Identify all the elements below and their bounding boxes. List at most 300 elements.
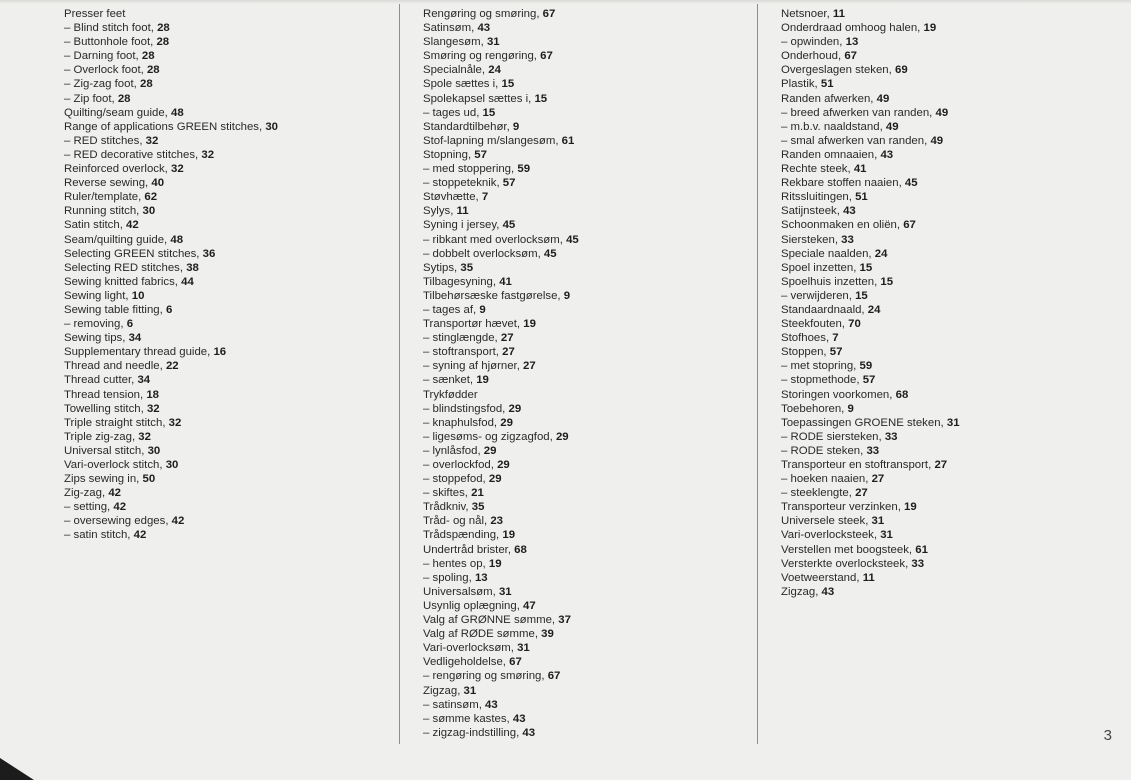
index-term: – Zig-zag foot, (64, 78, 140, 91)
index-entry (781, 275, 960, 289)
index-page-number: 31 (946, 416, 960, 429)
index-term: Triple zig-zag, (64, 430, 139, 443)
index-term: – sænket, (423, 374, 477, 387)
index-page-number: 28 (157, 22, 170, 35)
index-entry (423, 543, 579, 557)
index-page-number: 67 (844, 50, 857, 63)
index-term: Speciale naalden, (781, 247, 875, 260)
index-page-number: 45 (566, 233, 579, 246)
index-term: – breed afwerken van randen, (781, 106, 936, 119)
index-term: – stinglængde, (423, 332, 501, 345)
index-entry (423, 77, 579, 91)
index-entry (781, 247, 960, 261)
index-page-number: 39 (541, 628, 554, 641)
index-page-number: 31 (517, 642, 530, 655)
index-page-number: 62 (144, 191, 158, 204)
index-term: Standardtilbehør, (423, 120, 513, 133)
index-page-number: 31 (871, 515, 885, 528)
index-entry (423, 289, 579, 303)
index-entry (781, 204, 960, 218)
index-term: – tages ud, (423, 106, 483, 119)
index-term: – oversewing edges, (64, 515, 172, 528)
index-page-number: 41 (853, 163, 867, 176)
corner-mark (0, 758, 34, 780)
column-divider (399, 4, 400, 744)
index-term: – m.b.v. naaldstand, (781, 120, 886, 133)
index-term: – opwinden, (781, 36, 846, 49)
index-page-number: 68 (514, 543, 527, 556)
index-entry (64, 303, 278, 317)
index-entry (781, 63, 960, 77)
index-page-number: 42 (113, 501, 127, 514)
index-page-number: 7 (832, 332, 839, 345)
index-page-number: 67 (540, 50, 553, 63)
index-entry (781, 106, 960, 120)
index-entry (423, 7, 579, 21)
index-entry (64, 444, 278, 458)
index-entry (423, 35, 579, 49)
index-page-number: 59 (859, 360, 873, 373)
index-page-number: 33 (866, 444, 880, 457)
index-term: – steeklengte, (781, 487, 856, 500)
index-term: – ligesøms- og zigzagfod, (423, 430, 556, 443)
index-page-number: 45 (502, 219, 516, 232)
index-page-number: 10 (131, 289, 145, 302)
index-term: Universele steek, (781, 515, 872, 528)
index-term: – overlockfod, (423, 459, 498, 471)
index-entry (781, 514, 960, 528)
index-page-number: 28 (156, 36, 170, 49)
index-entry (781, 345, 960, 359)
index-entry (781, 585, 960, 599)
index-term: – setting, (64, 501, 114, 514)
index-page-number: 43 (512, 712, 526, 725)
index-term: – dobbelt overlocksøm, (423, 247, 544, 260)
index-page-number: 51 (855, 191, 868, 204)
index-entry (423, 514, 579, 528)
index-page-number: 30 (165, 459, 179, 471)
index-page-number: 43 (485, 698, 498, 711)
index-entry (64, 261, 278, 275)
index-page-number: 43 (477, 22, 491, 35)
index-page-number: 29 (483, 444, 497, 457)
index-term: Trådspænding, (423, 529, 503, 542)
index-page-number: 61 (915, 543, 928, 556)
index-term: Overgeslagen steken, (781, 64, 895, 77)
index-entry (64, 7, 278, 21)
index-term: Vari-overlock stitch, (64, 459, 166, 471)
index-entry (64, 106, 278, 120)
index-entry (781, 557, 960, 571)
index-entry (64, 430, 278, 444)
index-page-number: 49 (930, 134, 944, 147)
index-term: Storingen voorkomen, (781, 388, 896, 401)
index-term: – satinsøm, (423, 698, 486, 711)
index-page-number: 70 (848, 318, 861, 331)
index-page-number: 16 (213, 346, 227, 359)
index-term: – tages af, (423, 303, 480, 316)
index-entry (64, 120, 278, 134)
index-entry (423, 458, 579, 472)
index-entry (423, 21, 579, 35)
index-term: – stoftransport, (423, 346, 503, 359)
index-term: – removing, (64, 318, 127, 331)
index-entry (64, 92, 278, 106)
index-page-number: 42 (171, 515, 185, 528)
index-entry (781, 134, 960, 148)
index-entry (781, 49, 960, 63)
index-term: – Zip foot, (64, 92, 118, 105)
index-term: Rechte steek, (781, 163, 854, 176)
index-page-number: 35 (460, 261, 474, 274)
index-page-number: 45 (543, 247, 557, 260)
index-page-number: 13 (845, 36, 859, 49)
index-term: – syning af hjørner, (423, 360, 524, 373)
index-term: Undertråd brister, (423, 543, 515, 556)
index-page-number: 59 (517, 163, 531, 176)
index-term: – RODE steken, (781, 444, 867, 457)
index-term: – Buttonhole foot, (64, 36, 157, 49)
index-entry (423, 500, 579, 514)
index-page-number: 6 (126, 318, 134, 331)
index-entry (781, 444, 960, 458)
index-term: Standaardnaald, (781, 303, 868, 316)
index-term: Satinsøm, (423, 22, 478, 35)
index-entry (64, 317, 278, 331)
index-entry (781, 176, 960, 190)
index-entry (64, 21, 278, 35)
index-page-number: 9 (512, 120, 520, 133)
index-entry (423, 669, 579, 683)
index-term: Valg af RØDE sømme, (423, 628, 542, 641)
index-entry (64, 190, 278, 204)
index-entry (781, 472, 960, 486)
index-entry (423, 134, 579, 148)
index-term: Slangesøm, (423, 36, 487, 49)
index-entry (781, 21, 960, 35)
index-entry (64, 472, 278, 486)
index-term: – stoppefod, (423, 473, 489, 486)
index-term: Trådkniv, (423, 501, 472, 514)
index-page-number: 32 (201, 148, 215, 161)
index-page-number: 34 (128, 332, 142, 345)
index-entry (781, 317, 960, 331)
index-page-number: 32 (145, 134, 159, 147)
index-entry (423, 557, 579, 571)
index-term: Transporteur verzinken, (781, 501, 905, 514)
index-term: Plastik, (781, 78, 821, 91)
index-entry (423, 599, 579, 613)
index-term: Reverse sewing, (64, 177, 152, 190)
index-page-number: 61 (561, 134, 575, 147)
index-term: Specialnåle, (423, 64, 489, 77)
index-entry (423, 402, 579, 416)
index-term: – RED decorative stitches, (64, 148, 202, 161)
index-term: Versterkte overlocksteek, (781, 557, 912, 570)
index-page-number: 15 (534, 92, 548, 105)
index-term: Onderdraad omhoog halen, (781, 22, 924, 35)
index-term: Sytips, (423, 261, 461, 274)
index-entry (781, 359, 960, 373)
index-term: – ribkant med overlocksøm, (423, 233, 567, 246)
index-term: Randen omnaaien, (781, 148, 881, 161)
index-entry (64, 402, 278, 416)
index-page-number: 22 (165, 360, 179, 373)
index-entry (423, 204, 579, 218)
index-page-number: 67 (542, 8, 556, 20)
index-term: Sewing table fitting, (64, 303, 166, 316)
index-term: Satijnsteek, (781, 205, 844, 218)
index-entry (423, 585, 579, 599)
index-page-number: 49 (935, 106, 949, 119)
index-entry (781, 148, 960, 162)
index-page-number: 11 (862, 571, 875, 584)
index-page-number: 28 (117, 92, 131, 105)
index-page-number: 38 (186, 261, 199, 274)
index-page-number: 69 (894, 64, 908, 77)
index-term: Tilbagesyning, (423, 275, 500, 288)
index-column-danish (423, 7, 579, 740)
index-entry (781, 486, 960, 500)
page-edge (0, 0, 1131, 4)
index-page-number: 11 (832, 8, 845, 20)
index-entry (64, 275, 278, 289)
index-entry (781, 430, 960, 444)
index-page-number: 27 (500, 332, 514, 345)
index-entry (64, 49, 278, 63)
index-page-number: 67 (547, 670, 561, 683)
index-term: Zigzag, (423, 684, 464, 697)
index-entry (64, 528, 278, 542)
index-entry (423, 712, 579, 726)
index-page-number: 57 (829, 346, 843, 359)
index-entry (423, 684, 579, 698)
index-entry (64, 514, 278, 528)
index-entry (64, 331, 278, 345)
index-entry (423, 233, 579, 247)
index-term: Schoonmaken en oliën, (781, 219, 904, 232)
index-term: Selecting GREEN stitches, (64, 247, 203, 260)
index-entry (64, 486, 278, 500)
index-term: Thread cutter, (64, 374, 138, 387)
index-page-number: 15 (501, 78, 515, 91)
index-term: – blindstingsfod, (423, 402, 509, 415)
index-page-number: 19 (476, 374, 489, 387)
index-page-number: 30 (147, 444, 161, 457)
index-page-number: 36 (202, 247, 216, 260)
index-entry (781, 120, 960, 134)
index-term: Range of applications GREEN stitches, (64, 120, 266, 133)
index-column-english (64, 7, 278, 543)
index-entry (781, 543, 960, 557)
index-entry (64, 218, 278, 232)
index-entry (423, 613, 579, 627)
index-page-number: 51 (820, 78, 834, 91)
index-page-number: 29 (555, 430, 569, 443)
index-page-number: 31 (463, 684, 477, 697)
index-term: – met stopring, (781, 360, 860, 373)
index-term: Netsnoer, (781, 8, 833, 20)
index-page-number: 27 (523, 360, 536, 373)
index-entry (423, 317, 579, 331)
index-term: Syning i jersey, (423, 219, 503, 232)
index-page-number: 42 (133, 529, 147, 542)
index-term: Ruler/template, (64, 191, 145, 204)
index-term: Smøring og rengøring, (423, 50, 541, 63)
index-entry (423, 627, 579, 641)
index-page-number: 43 (880, 148, 894, 161)
index-page-number: 27 (934, 459, 948, 471)
index-entry (64, 35, 278, 49)
index-page-number: 43 (843, 205, 856, 218)
index-page-number: 48 (171, 106, 184, 119)
index-page-number: 32 (138, 430, 151, 443)
index-page-number: 6 (165, 303, 173, 316)
index-term: – stopmethode, (781, 374, 863, 387)
index-entry (423, 472, 579, 486)
index-term: Sewing knitted fabrics, (64, 275, 182, 288)
index-entry (423, 416, 579, 430)
index-term: – rengøring og smøring, (423, 670, 548, 683)
index-entry (423, 303, 579, 317)
index-entry (781, 388, 960, 402)
index-term: Rekbare stoffen naaien, (781, 177, 905, 190)
index-term: – knaphulsfod, (423, 416, 501, 429)
index-entry (781, 289, 960, 303)
index-page-number: 15 (859, 261, 873, 274)
index-term: – satin stitch, (64, 529, 134, 542)
index-column-dutch (781, 7, 960, 599)
index-page-number: 67 (903, 219, 916, 232)
index-page-number: 32 (146, 402, 160, 415)
index-term: – hentes op, (423, 557, 489, 570)
page-number: 3 (1103, 727, 1112, 744)
index-term: Spoel inzetten, (781, 261, 860, 274)
index-entry (423, 261, 579, 275)
index-entry (423, 162, 579, 176)
index-entry (781, 402, 960, 416)
index-term: Selecting RED stitches, (64, 261, 187, 274)
index-entry (781, 35, 960, 49)
index-term: Valg af GRØNNE sømme, (423, 614, 559, 627)
index-entry (64, 134, 278, 148)
index-page-number: 42 (108, 487, 121, 500)
index-term: Presser feet (64, 8, 126, 20)
index-entry (423, 528, 579, 542)
index-entry (64, 388, 278, 402)
index-entry (64, 458, 278, 472)
index-entry (781, 528, 960, 542)
index-entry (423, 444, 579, 458)
index-page-number: 24 (874, 247, 888, 260)
index-term: Thread tension, (64, 388, 147, 401)
index-page-number: 19 (923, 22, 937, 35)
index-page-number: 15 (880, 275, 894, 288)
index-entry (423, 698, 579, 712)
index-term: Zips sewing in, (64, 473, 143, 486)
index-page-number: 41 (499, 275, 512, 288)
index-term: – skiftes, (423, 487, 472, 500)
index-entry (423, 641, 579, 655)
index-term: Zigzag, (781, 585, 822, 598)
index-entry (423, 359, 579, 373)
index-page-number: 43 (821, 585, 835, 598)
index-term: Spolekapsel sættes i, (423, 92, 535, 105)
index-term: Spoelhuis inzetten, (781, 275, 881, 288)
index-page-number: 31 (880, 529, 893, 542)
column-divider (757, 4, 758, 744)
index-page-number: 28 (141, 50, 155, 63)
index-entry (64, 77, 278, 91)
index-term: Triple straight stitch, (64, 416, 169, 429)
index-entry (423, 92, 579, 106)
index-term: Randen afwerken, (781, 92, 877, 105)
index-entry (423, 218, 579, 232)
index-entry (64, 204, 278, 218)
index-term: Tilbehørsæske fastgørelse, (423, 289, 564, 302)
index-entry (64, 63, 278, 77)
index-term: Siersteken, (781, 233, 842, 246)
index-term: Transportør hævet, (423, 318, 524, 331)
index-page-number: 40 (151, 177, 165, 190)
index-term: Transporteur en stoftransport, (781, 459, 935, 471)
index-entry (64, 359, 278, 373)
index-entry (64, 416, 278, 430)
index-term: Toebehoren, (781, 402, 848, 415)
index-page-number: 42 (126, 219, 139, 232)
index-page-number: 57 (862, 374, 876, 387)
index-entry (64, 148, 278, 162)
index-term: Toepassingen GROENE steken, (781, 416, 947, 429)
index-page-number: 50 (142, 473, 156, 486)
index-term: – verwijderen, (781, 289, 856, 302)
index-term: – med stoppering, (423, 163, 518, 176)
index-entry (64, 176, 278, 190)
index-page-number: 9 (563, 289, 571, 302)
index-page-number: 33 (911, 557, 925, 570)
index-entry (423, 486, 579, 500)
index-page-number: 18 (146, 388, 159, 401)
index-entry (781, 571, 960, 585)
index-term: Ritssluitingen, (781, 191, 856, 204)
index-term: Zig-zag, (64, 487, 109, 500)
index-page-number: 30 (142, 205, 156, 218)
index-entry (781, 7, 960, 21)
index-entry (423, 726, 579, 740)
index-page-number: 9 (479, 303, 486, 316)
index-entry (64, 500, 278, 514)
index-entry (423, 373, 579, 387)
index-term: Vari-overlocksteek, (781, 529, 881, 542)
index-entry (64, 247, 278, 261)
index-entry (423, 388, 579, 402)
index-page-number: 33 (841, 233, 854, 246)
index-entry (781, 373, 960, 387)
index-term: – lynlåsfod, (423, 444, 484, 457)
index-page-number: 67 (509, 656, 522, 669)
index-term: Stoppen, (781, 346, 830, 359)
index-entry (781, 458, 960, 472)
index-term: Vedligeholdelse, (423, 656, 510, 669)
index-page-number: 21 (471, 487, 484, 500)
index-entry (64, 345, 278, 359)
index-page-number: 28 (139, 78, 153, 91)
index-term: Stof-lapning m/slangesøm, (423, 134, 562, 147)
index-page-number: 19 (523, 318, 536, 331)
index-page-number: 34 (137, 374, 151, 387)
index-page-number: 43 (522, 726, 536, 739)
index-entry (781, 190, 960, 204)
